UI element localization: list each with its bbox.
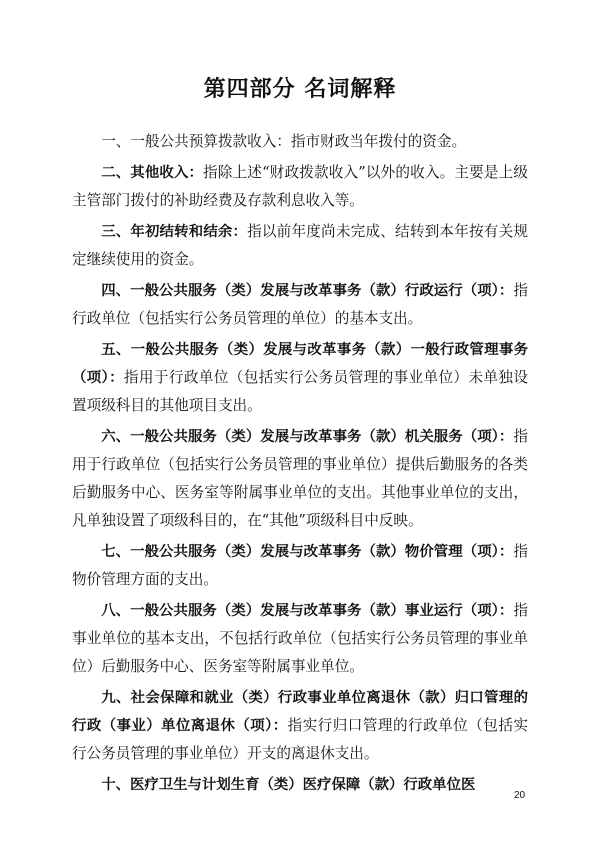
entry-definition: 指用于行政单位（包括实行公务员管理的事业单位）未单独设置项级科目的其他项目支出。 (72, 369, 528, 414)
entry-term: 五、一般公共服务（类）发展与改革事务（款）一般行政管理事务（项）： (72, 342, 528, 386)
glossary-entry (72, 771, 528, 799)
page-title: 第四部分 名词解释 (203, 76, 397, 102)
entry-definition: 指除上述“财政拨款收入”以外的收入。主要是上级主管部门拨付的补助经费及存款利息收入等。 (72, 164, 528, 209)
entry-definition: 指行政单位（包括实行公务员管理的单位）的基本支出。 (72, 282, 528, 327)
entry-term: 四、一般公共服务（类）发展与改革事务（款）行政运行（项）： (101, 283, 514, 299)
entry-definition: 指用于行政单位（包括实行公务员管理的事业单位）提供后勤服务的各类后勤服务中心、医务室等附属事业单位的支出。其他事业单位的支出，凡单独设置了项级科目的，在“其他”项级科目中反映。 (72, 428, 528, 529)
glossary-entry (72, 159, 528, 215)
entry-definition: 指事业单位的基本支出，不包括行政单位（包括实行公务员管理的事业单位）后勤服务中心、医务室等附属事业单位。 (72, 602, 528, 675)
page-number: 20 (514, 790, 526, 801)
entry-definition: 指实行归口管理的行政单位（包括实行公务员管理的事业单位）开支的离退休支出。 (72, 717, 528, 762)
glossary-entry (72, 423, 528, 535)
entry-term: 三、年初结转和结余： (101, 224, 248, 240)
glossary-entry (72, 336, 528, 420)
glossary-entry (72, 128, 528, 156)
glossary-entry (72, 218, 528, 274)
glossary-entry (72, 597, 528, 681)
glossary-entry (72, 277, 528, 333)
glossary-entry (72, 538, 528, 594)
entry-term: 十、医疗卫生与计划生育（类）医疗保障（款）行政单位医 (101, 777, 476, 793)
entry-definition: 指以前年度尚未完成、结转到本年按有关规定继续使用的资金。 (72, 223, 528, 268)
entry-term: 六、一般公共服务（类）发展与改革事务（款）机关服务（项）： (101, 429, 514, 445)
entry-term: 七、一般公共服务（类）发展与改革事务（款）物价管理（项）： (101, 544, 514, 560)
entry-term: 九、社会保障和就业（类）行政事业单位离退休（款）归口管理的行政（事业）单位离退休（项）： (72, 690, 528, 734)
entry-definition: 一、一般公共预算拨款收入：指市财政当年拨付的资金。 (101, 133, 467, 150)
entry-definition: 指物价管理方面的支出。 (72, 543, 528, 588)
entry-term: 八、一般公共服务（类）发展与改革事务（款）事业运行（项）： (101, 603, 514, 619)
glossary-entry (72, 684, 528, 768)
glossary-body (72, 128, 528, 802)
entry-term: 二、其他收入： (101, 165, 204, 181)
